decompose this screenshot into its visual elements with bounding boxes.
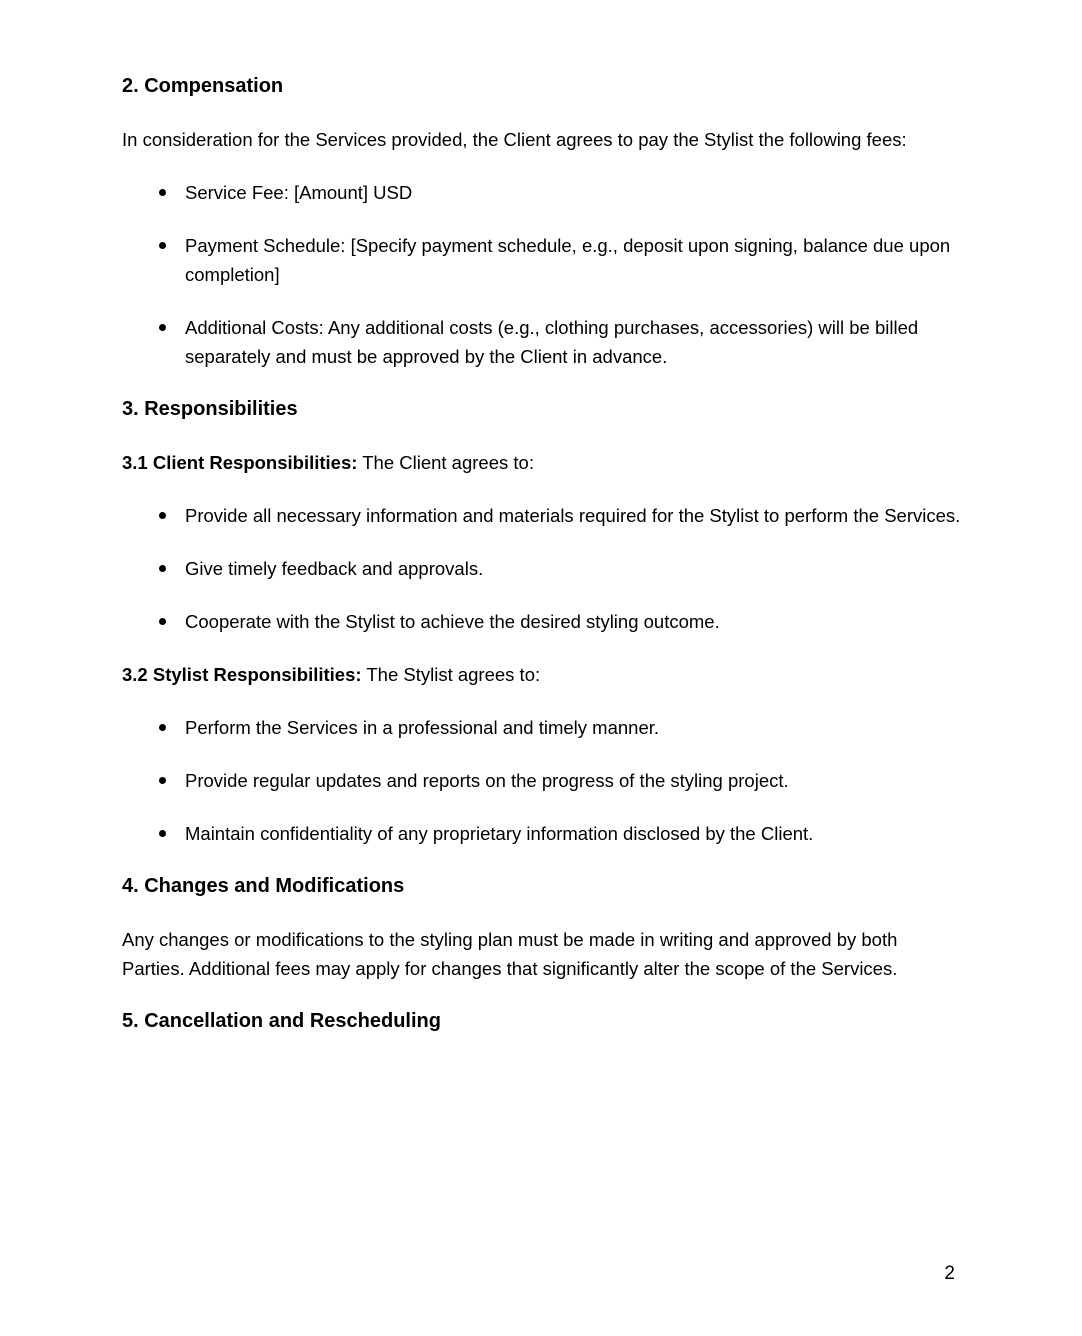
list-item: Service Fee: [Amount] USD — [185, 178, 962, 207]
list-item: Provide regular updates and reports on the progress of the styling project. — [185, 766, 962, 795]
paragraph-changes-body: Any changes or modifications to the styling plan must be made in writing and approved by both Parties. Additional fees may apply for changes that significantly alter the scope of the Services. — [122, 929, 898, 979]
list-item: Payment Schedule: [Specify payment schedule, e.g., deposit upon signing, balance due upon completion] — [185, 231, 962, 289]
paragraph-compensation-intro: In consideration for the Services provided, the Client agrees to pay the Stylist the following fees: — [122, 129, 907, 150]
list-item: Additional Costs: Any additional costs (e.g., clothing purchases, accessories) will be billed separately and must be approved by the Client in advance. — [185, 313, 962, 371]
list-item: Perform the Services in a professional and timely manner. — [185, 713, 962, 742]
list-item: Give timely feedback and approvals. — [185, 554, 962, 583]
list-compensation-fees — [122, 178, 962, 371]
heading-responsibilities: 3. Responsibilities — [122, 398, 298, 420]
list-item: Cooperate with the Stylist to achieve the desired styling outcome. — [185, 607, 962, 636]
list-stylist-responsibilities — [122, 713, 962, 848]
paragraph-client-responsibilities — [122, 448, 962, 477]
heading-cancellation-rescheduling: 5. Cancellation and Rescheduling — [122, 1010, 441, 1032]
paragraph-stylist-responsibilities — [122, 660, 962, 689]
list-client-responsibilities — [122, 501, 962, 636]
client-responsibilities-label: 3.1 Client Responsibilities: — [122, 452, 358, 473]
list-item: Maintain confidentiality of any proprietary information disclosed by the Client. — [185, 819, 962, 848]
heading-changes-modifications: 4. Changes and Modifications — [122, 875, 405, 897]
document-content — [122, 72, 962, 1036]
client-responsibilities-text: The Client agrees to: — [357, 452, 534, 473]
heading-compensation: 2. Compensation — [122, 75, 284, 97]
stylist-responsibilities-text: The Stylist agrees to: — [361, 664, 541, 685]
page-number: 2 — [944, 1263, 955, 1284]
list-item: Provide all necessary information and materials required for the Stylist to perform the Services. — [185, 501, 962, 530]
stylist-responsibilities-label: 3.2 Stylist Responsibilities: — [122, 664, 362, 685]
